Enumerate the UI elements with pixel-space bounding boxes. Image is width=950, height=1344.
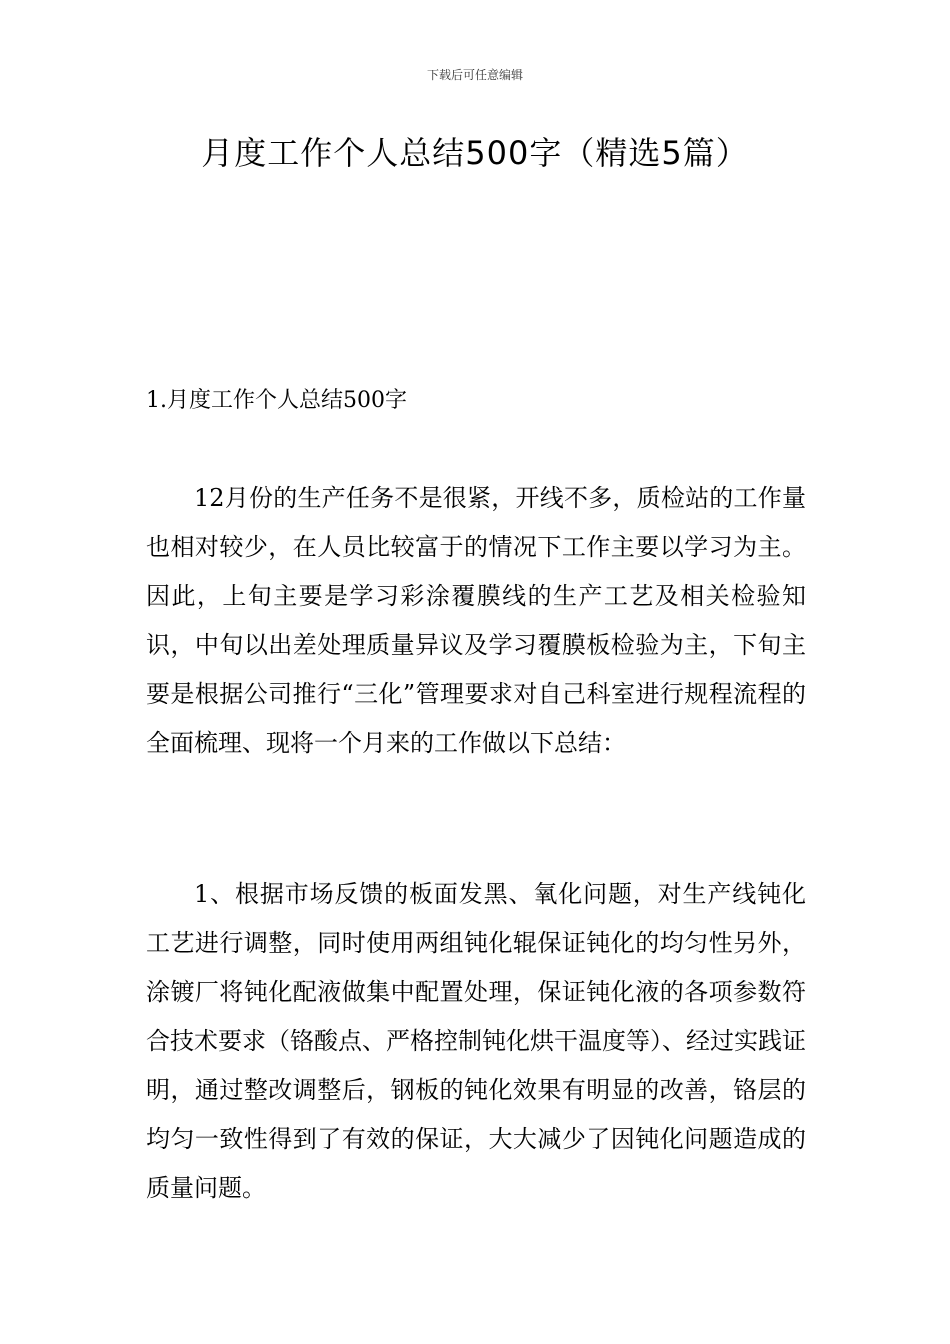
page-header-note: 下载后可任意编辑: [426, 68, 523, 82]
body-paragraph-1: 12月份的生产任务不是很紧，开线不多，质检站的工作量也相对较少，在人员比较富于的情况下工作主要以学习为主。因此，上旬主要是学习彩涂覆膜线的生产工艺及相关检验知识，中旬以出差处理质量异议及学习覆膜板检验为主，下旬主要是根据公司推行“三化”管理要求对自己科室进行规程流程的全面梳理、现将一个月来的工作做以下总结：: [146, 484, 806, 757]
section-heading: 1.月度工作个人总结500字: [146, 388, 407, 413]
body-paragraph-2: 1、根据市场反馈的板面发黑、氧化问题，对生产线钝化工艺进行调整，同时使用两组钝化辊保证钝化的均匀性另外，涂镀厂将钝化配液做集中配置处理，保证钝化液的各项参数符合技术要求（铬酸点、严格控制钝化烘干温度等）、经过实践证明，通过整改调整后，钢板的钝化效果有明显的改善，铬层的均匀一致性得到了有效的保证，大大减少了因钝化问题造成的质量问题。: [146, 880, 806, 1202]
document-title: 月度工作个人总结500字（精选5篇）: [201, 134, 749, 172]
